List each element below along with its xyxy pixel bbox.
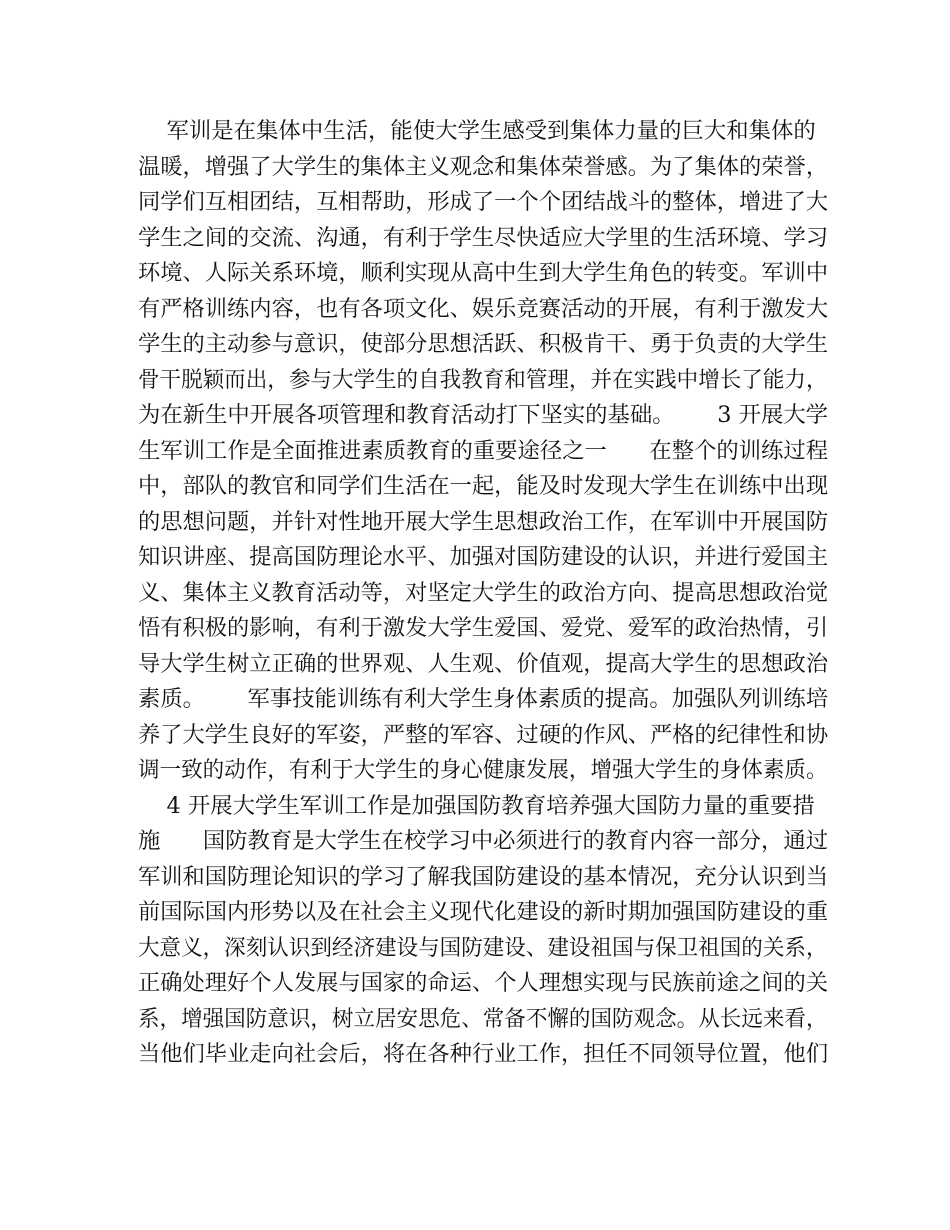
text-line: 为在新生中开展各项管理和教育活动打下坚实的基础。 3 开展大学: [138, 402, 829, 428]
text-line: 的思想问题，并针对性地开展大学生思想政治工作，在军训中开展国防: [138, 508, 829, 535]
text-line: 学生的主动参与意识，使部分思想活跃、积极肯干、勇于负责的大学生: [138, 331, 829, 357]
text-line: 学生之间的交流、沟通，有利于学生尽快适应大学里的生活环境、学习: [138, 224, 829, 251]
text-line: 大意义，深刻认识到经济建设与国防建设、建设祖国与保卫祖国的关系，: [138, 934, 828, 961]
text-line: 正确处理好个人发展与国家的命运、个人理想实现与民族前途之间的关: [138, 970, 829, 996]
text-line: 军训和国防理论知识的学习了解我国防建设的基本情况，充分认识到当: [138, 863, 829, 890]
text-line: 4 开展大学生军训工作是加强国防教育培养强大国防力量的重要措: [138, 792, 815, 819]
text-line: 军训是在集体中生活，能使大学生感受到集体力量的巨大和集体的: [138, 118, 816, 144]
body-text: [138, 114, 828, 1073]
text-line: 素质。 军事技能训练有利大学生身体素质的提高。加强队列训练培: [138, 686, 829, 712]
text-line: 有严格训练内容，也有各项文化、娱乐竞赛活动的开展，有利于激发大: [138, 295, 829, 322]
text-line: 养了大学生良好的军姿，严整的军容、过硬的作风、严格的纪律性和协: [138, 721, 829, 748]
text-line: 悟有积极的影响，有利于激发大学生爱国、爱党、爱军的政治热情，引: [138, 615, 829, 641]
text-line: 温暖，增强了大学生的集体主义观念和集体荣誉感。为了集体的荣誉，: [138, 153, 829, 180]
text-line: 施 国防教育是大学生在校学习中必须进行的教育内容一部分，通过: [138, 828, 829, 854]
text-line: 同学们互相团结，互相帮助，形成了一个个团结战斗的整体，增进了大: [138, 189, 829, 215]
text-line: 生军训工作是全面推进素质教育的重要途径之一 在整个的训练过程: [138, 437, 829, 464]
text-line: 环境、人际关系环境，顺利实现从高中生到大学生角色的转变。军训中: [138, 260, 829, 286]
text-line: 知识讲座、提高国防理论水平、加强对国防建设的认识，并进行爱国主: [138, 544, 829, 570]
text-line: 骨干脱颖而出，参与大学生的自我教育和管理，并在实践中增长了能力，: [138, 366, 828, 393]
text-line: 导大学生树立正确的世界观、人生观、价值观，提高大学生的思想政治: [138, 650, 829, 677]
text-line: 义、集体主义教育活动等，对坚定大学生的政治方向、提高思想政治觉: [138, 579, 829, 606]
text-line: 调一致的动作，有利于大学生的身心健康发展，增强大学生的身体素质。: [138, 757, 828, 783]
text-line: 中，部队的教官和同学们生活在一起，能及时发现大学生在训练中出现: [138, 473, 829, 499]
text-line: 系，增强国防意识，树立居安思危、常备不懈的国防观念。从长远来看，: [138, 1005, 828, 1032]
text-line: 当他们毕业走向社会后，将在各种行业工作，担任不同领导位置，他们: [138, 1041, 829, 1067]
text-line: 前国际国内形势以及在社会主义现代化建设的新时期加强国防建设的重: [138, 899, 829, 925]
